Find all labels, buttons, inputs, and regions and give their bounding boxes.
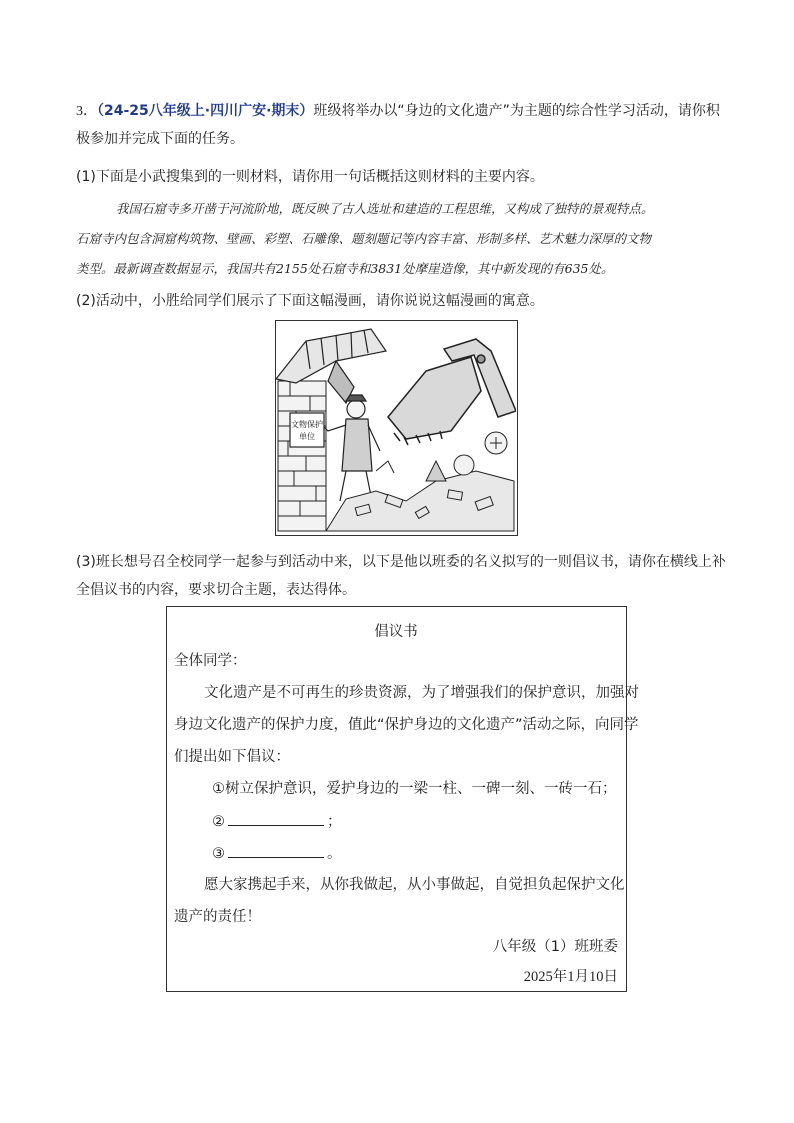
proposal-signature: 八年级（1）班班委 [492, 939, 618, 955]
item2-blank-line[interactable] [228, 811, 324, 826]
proposal-item-3 [212, 843, 342, 864]
part3-prompt-line-2: 全倡议书的内容，要求切合主题，表达得体。 [76, 582, 356, 598]
item2-end: ； [327, 814, 342, 830]
question-number: 3． [76, 104, 97, 119]
proposal-body-line-3: 们提出如下倡议： [174, 749, 290, 765]
brick-wall [278, 381, 326, 531]
sign-text-1: 文物保护 [291, 420, 323, 429]
question-intro: 班级将举办以“身边的文化遗产”为主题的综合性学习活动，请你积 [313, 103, 720, 119]
guard-figure [324, 395, 380, 501]
proposal-title: 倡议书 [374, 624, 418, 640]
cartoon-drawing [276, 321, 516, 534]
proposal-item-1: ①树立保护意识，爱护身边的一梁一柱、一碑一刻、一砖一石； [212, 781, 617, 797]
proposal-greeting: 全体同学： [174, 653, 247, 669]
proposal-item-2 [212, 811, 342, 832]
part1-prompt: (1)下面是小武搜集到的一则材料，请你用一句话概括这则材料的主要内容。 [76, 169, 544, 185]
proposal-body-line-1: 文化遗产是不可再生的珍贵资源，为了增强我们的保护意识，加强对 [204, 685, 639, 701]
proposal-date: 2025年1月10日 [523, 969, 618, 985]
material-line-2: 石窟寺内包含洞窟构筑物、壁画、彩塑、石雕像、题刻题记等内容丰富、形制多样、艺术魅力深厚的文物 [76, 231, 652, 246]
proposal-closing-line-2: 遗产的责任！ [174, 909, 261, 925]
proposal-box [166, 606, 639, 992]
question-intro-continued: 极参加并完成下面的任务。 [76, 131, 244, 147]
item3-end: 。 [327, 846, 342, 862]
question-header [76, 101, 720, 122]
proposal-body-line-2: 身边文化遗产的保护力度，值此“保护身边的文化遗产”活动之际，向同学 [174, 717, 639, 733]
part2-prompt: (2)活动中，小胜给同学们展示了下面这幅漫画，请你说说这幅漫画的寓意。 [76, 293, 544, 309]
proposal-closing-line-1: 愿大家携起手来，从你我做起，从小事做起，自觉担负起保护文化 [204, 877, 625, 893]
material-line-1: 我国石窟寺多开凿于河流阶地，既反映了古人选址和建造的工程思维，又构成了独特的景观特点。 [116, 201, 654, 216]
material-line-3: 类型。最新调查数据显示，我国共有2155处石窟寺和3831处摩崖造像，其中新发现的有635处。 [76, 261, 614, 276]
sign-text-2: 单位 [299, 432, 315, 441]
excavator [388, 339, 516, 445]
item3-blank-line[interactable] [228, 843, 324, 858]
question-source: （24-25八年级上·四川广安·期末） [97, 103, 314, 119]
item3-marker: ③ [212, 846, 225, 862]
part3-prompt-line-1: (3)班长想号召全校同学一起参与到活动中来，以下是他以班委的名义拟写的一则倡议书，请你在横线上补 [76, 554, 726, 570]
item2-marker: ② [212, 814, 225, 830]
heritage-sign [290, 413, 324, 447]
cartoon-image [275, 320, 518, 536]
